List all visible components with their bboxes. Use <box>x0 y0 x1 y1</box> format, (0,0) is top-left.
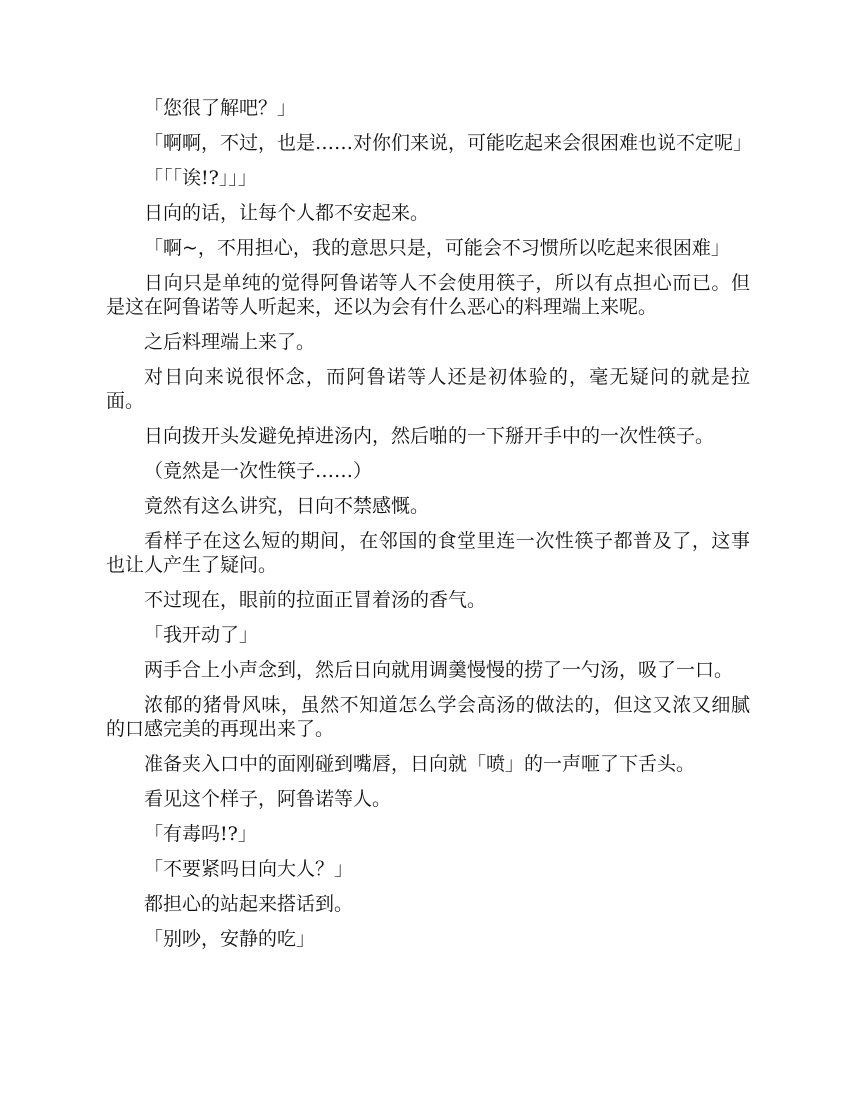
paragraph: 「啊啊，不过，也是……对你们来说，可能吃起来会很困难也说不定呢」 <box>144 132 753 154</box>
paragraph: 「有毒吗!?」 <box>144 823 257 845</box>
paragraph: 「我开动了」 <box>144 624 259 646</box>
paragraph: 「「「诶!?」」」 <box>144 167 257 189</box>
paragraph: 浓郁的猪骨风味，虽然不知道怎么学会高汤的做法的，但这又浓又细腻的口感完美的再现出来了。 <box>106 694 750 740</box>
paragraph: 竟然有这么讲究，日向不禁感慨。 <box>144 495 430 517</box>
document-body <box>106 96 753 962</box>
paragraph: 两手合上小声念到，然后日向就用调羹慢慢的捞了一勺汤，吸了一口。 <box>144 659 734 681</box>
paragraph: 「啊~，不用担心，我的意思只是，可能会不习惯所以吃起来很困难」 <box>144 237 730 259</box>
paragraph: 日向拨开头发避免掉进汤内，然后啪的一下掰开手中的一次性筷子。 <box>144 425 715 447</box>
paragraph: 之后料理端上来了。 <box>144 331 316 353</box>
paragraph: 「不要紧吗日向大人？」 <box>144 858 354 880</box>
paragraph: 对日向来说很怀念，而阿鲁诺等人还是初体验的，毫无疑问的就是拉面。 <box>106 366 750 412</box>
paragraph: 日向只是单纯的觉得阿鲁诺等人不会使用筷子，所以有点担心而已。但是这在阿鲁诺等人听起来，还以为会有什么恶心的料理端上来呢。 <box>106 272 750 318</box>
paragraph: （竟然是一次性筷子……） <box>144 460 373 482</box>
paragraph: 不过现在，眼前的拉面正冒着汤的香气。 <box>144 589 487 611</box>
paragraph: 日向的话，让每个人都不安起来。 <box>144 202 430 224</box>
paragraph: 「别吵，安静的吃」 <box>144 928 316 950</box>
paragraph: 「您很了解吧？」 <box>144 97 297 119</box>
paragraph: 都担心的站起来搭话到。 <box>144 893 354 915</box>
paragraph: 看见这个样子，阿鲁诺等人。 <box>144 788 392 810</box>
paragraph: 看样子在这么短的期间，在邻国的食堂里连一次性筷子都普及了，这事也让人产生了疑问。 <box>106 530 750 576</box>
paragraph: 准备夹入口中的面刚碰到嘴唇，日向就「喷」的一声咂了下舌头。 <box>144 753 696 775</box>
